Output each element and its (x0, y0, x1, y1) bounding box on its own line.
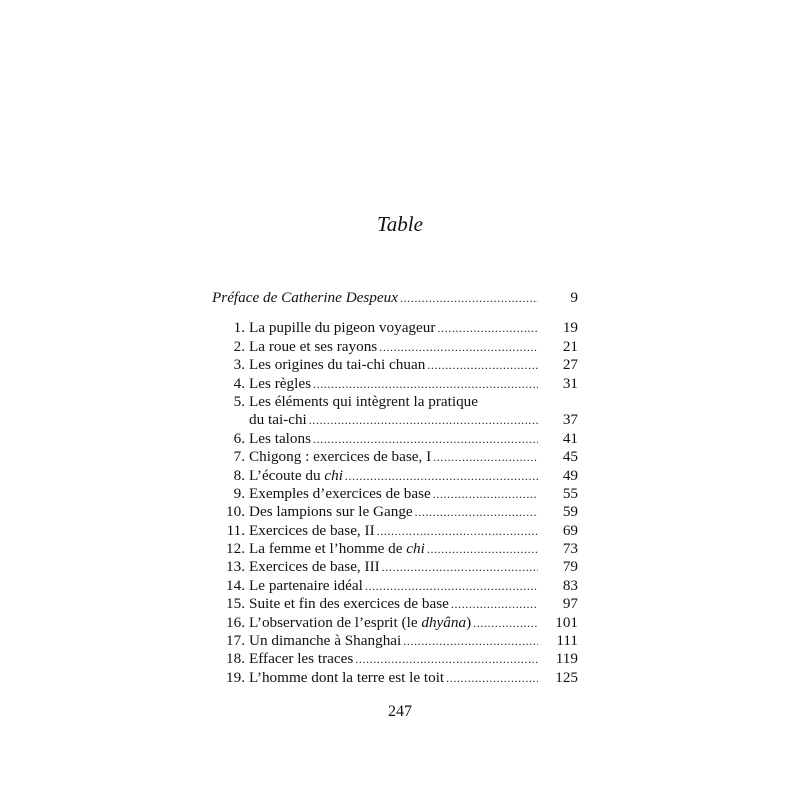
dot-leader (365, 577, 538, 595)
dot-leader (446, 669, 538, 687)
toc-entry (212, 393, 590, 411)
dot-leader (313, 375, 538, 393)
toc-entry-label: Suite et fin des exercices de base (249, 595, 449, 613)
label-text: L’écoute du (249, 466, 325, 484)
toc-entry-label: Le partenaire idéal (249, 576, 363, 594)
toc-entry-page: 27 (562, 356, 578, 374)
toc-entry-number: 3. (233, 356, 245, 374)
dot-leader (427, 356, 538, 374)
toc-entry-label: L’homme dont la terre est le toit (249, 668, 445, 686)
toc-entry-label: Un dimanche à Shanghai (249, 632, 402, 650)
dot-leader (437, 319, 538, 337)
dot-leader (415, 503, 538, 521)
toc-entry-continuation (212, 411, 590, 429)
toc-entry-page: 111 (556, 632, 578, 650)
label-emphasis: chi (324, 466, 343, 484)
toc-entry (212, 577, 590, 595)
toc-entry-number: 5. (233, 392, 245, 410)
dot-leader (355, 650, 538, 668)
toc-entry (212, 614, 590, 632)
toc-entry-label: Exercices de base, III (249, 558, 380, 576)
toc-entry-page: 97 (562, 595, 578, 613)
toc-entry-number: 13. (226, 558, 245, 576)
toc-entry (212, 632, 590, 650)
label-emphasis: dhyâna (421, 613, 467, 631)
label-text-end: ) (466, 613, 472, 631)
toc-entry-number: 15. (226, 595, 245, 613)
toc-entry (212, 522, 590, 540)
toc-entry-number: 8. (233, 466, 245, 484)
toc-entry-label (249, 614, 471, 632)
toc-entry (212, 595, 590, 613)
toc-entry-label-continued: du tai-chi (249, 411, 307, 429)
label-emphasis: chi (406, 540, 425, 558)
toc-entry (212, 319, 590, 337)
toc-entry-label: Exemples d’exercices de base (249, 484, 431, 502)
toc-entry-preface (212, 289, 590, 307)
toc-entry (212, 558, 590, 576)
toc-entry-number: 18. (226, 650, 245, 668)
toc-entry-number: 4. (233, 374, 245, 392)
toc-entry-page: 101 (555, 613, 578, 631)
toc-entry-label: Des lampions sur le Gange (249, 503, 413, 521)
toc-entry-number: 7. (233, 448, 245, 466)
toc-entry-number: 17. (226, 632, 245, 650)
toc-entry-number: 16. (226, 613, 245, 631)
label-text: La femme et l’homme de (249, 540, 407, 558)
dot-leader (377, 522, 538, 540)
toc-entry-label: Préface de Catherine Despeux (212, 289, 398, 306)
toc-entry-page: 21 (562, 337, 578, 355)
table-of-contents (212, 289, 590, 687)
toc-entry (212, 467, 590, 485)
toc-entry (212, 485, 590, 503)
toc-entry-number: 6. (233, 429, 245, 447)
toc-entry-page: 45 (562, 448, 578, 466)
toc-entry-page: 31 (562, 374, 578, 392)
toc-entry-number: 11. (226, 521, 245, 539)
toc-entry (212, 503, 590, 521)
toc-entry-label: La pupille du pigeon voyageur (249, 319, 436, 337)
toc-entry (212, 540, 590, 558)
toc-entry-number: 12. (226, 540, 245, 558)
dot-leader (309, 411, 538, 429)
toc-entry-page: 119 (555, 650, 578, 668)
dot-leader (313, 430, 538, 448)
toc-entry-page: 41 (562, 429, 578, 447)
dot-leader (400, 289, 538, 307)
toc-entry-page: 73 (562, 540, 578, 558)
dot-leader (427, 540, 538, 558)
toc-entry (212, 375, 590, 393)
toc-entry-page: 69 (562, 521, 578, 539)
dot-leader (433, 448, 538, 466)
toc-entry-number: 1. (233, 319, 245, 337)
page-number: 247 (388, 703, 412, 720)
toc-entry-number: 10. (226, 503, 245, 521)
dot-leader (473, 614, 538, 632)
dot-leader (451, 595, 538, 613)
toc-entry-page: 55 (562, 484, 578, 502)
toc-entry-label: Les éléments qui intègrent la pratique (249, 392, 478, 410)
toc-entry-page: 9 (570, 289, 578, 306)
dot-leader (403, 632, 538, 650)
toc-entry-label: Exercices de base, II (249, 521, 375, 539)
toc-entry-label (249, 467, 343, 485)
toc-entry-number: 9. (233, 484, 245, 502)
toc-entry-page: 83 (562, 576, 578, 594)
toc-entry-label: Les règles (249, 374, 311, 392)
toc-entry (212, 338, 590, 356)
toc-entry-label: La roue et ses rayons (249, 337, 378, 355)
toc-entry-label (249, 540, 425, 558)
dot-leader (345, 467, 538, 485)
dot-leader (379, 338, 538, 356)
toc-entry-label: Effacer les traces (249, 650, 354, 668)
toc-entry (212, 430, 590, 448)
toc-entry (212, 448, 590, 466)
toc-entry-page: 59 (562, 503, 578, 521)
toc-entry-number: 2. (233, 337, 245, 355)
dot-leader (433, 485, 538, 503)
toc-entry-label: Chigong : exercices de base, I (249, 448, 432, 466)
toc-entry-page: 79 (562, 558, 578, 576)
toc-entry-label: Les talons (249, 429, 312, 447)
toc-entry-number: 19. (226, 668, 245, 686)
page-title: Table (377, 212, 423, 236)
toc-entry (212, 356, 590, 374)
toc-entry-label: Les origines du tai-chi chuan (249, 356, 426, 374)
toc-entry-page: 125 (555, 668, 578, 686)
toc-entry-page: 19 (562, 319, 578, 337)
toc-entry-page: 37 (562, 411, 578, 429)
toc-entry-number: 14. (226, 576, 245, 594)
dot-leader (382, 558, 538, 576)
toc-entry-page: 49 (562, 466, 578, 484)
toc-entry (212, 669, 590, 687)
toc-entry (212, 650, 590, 668)
label-text: L’observation de l’esprit (le (249, 613, 422, 631)
